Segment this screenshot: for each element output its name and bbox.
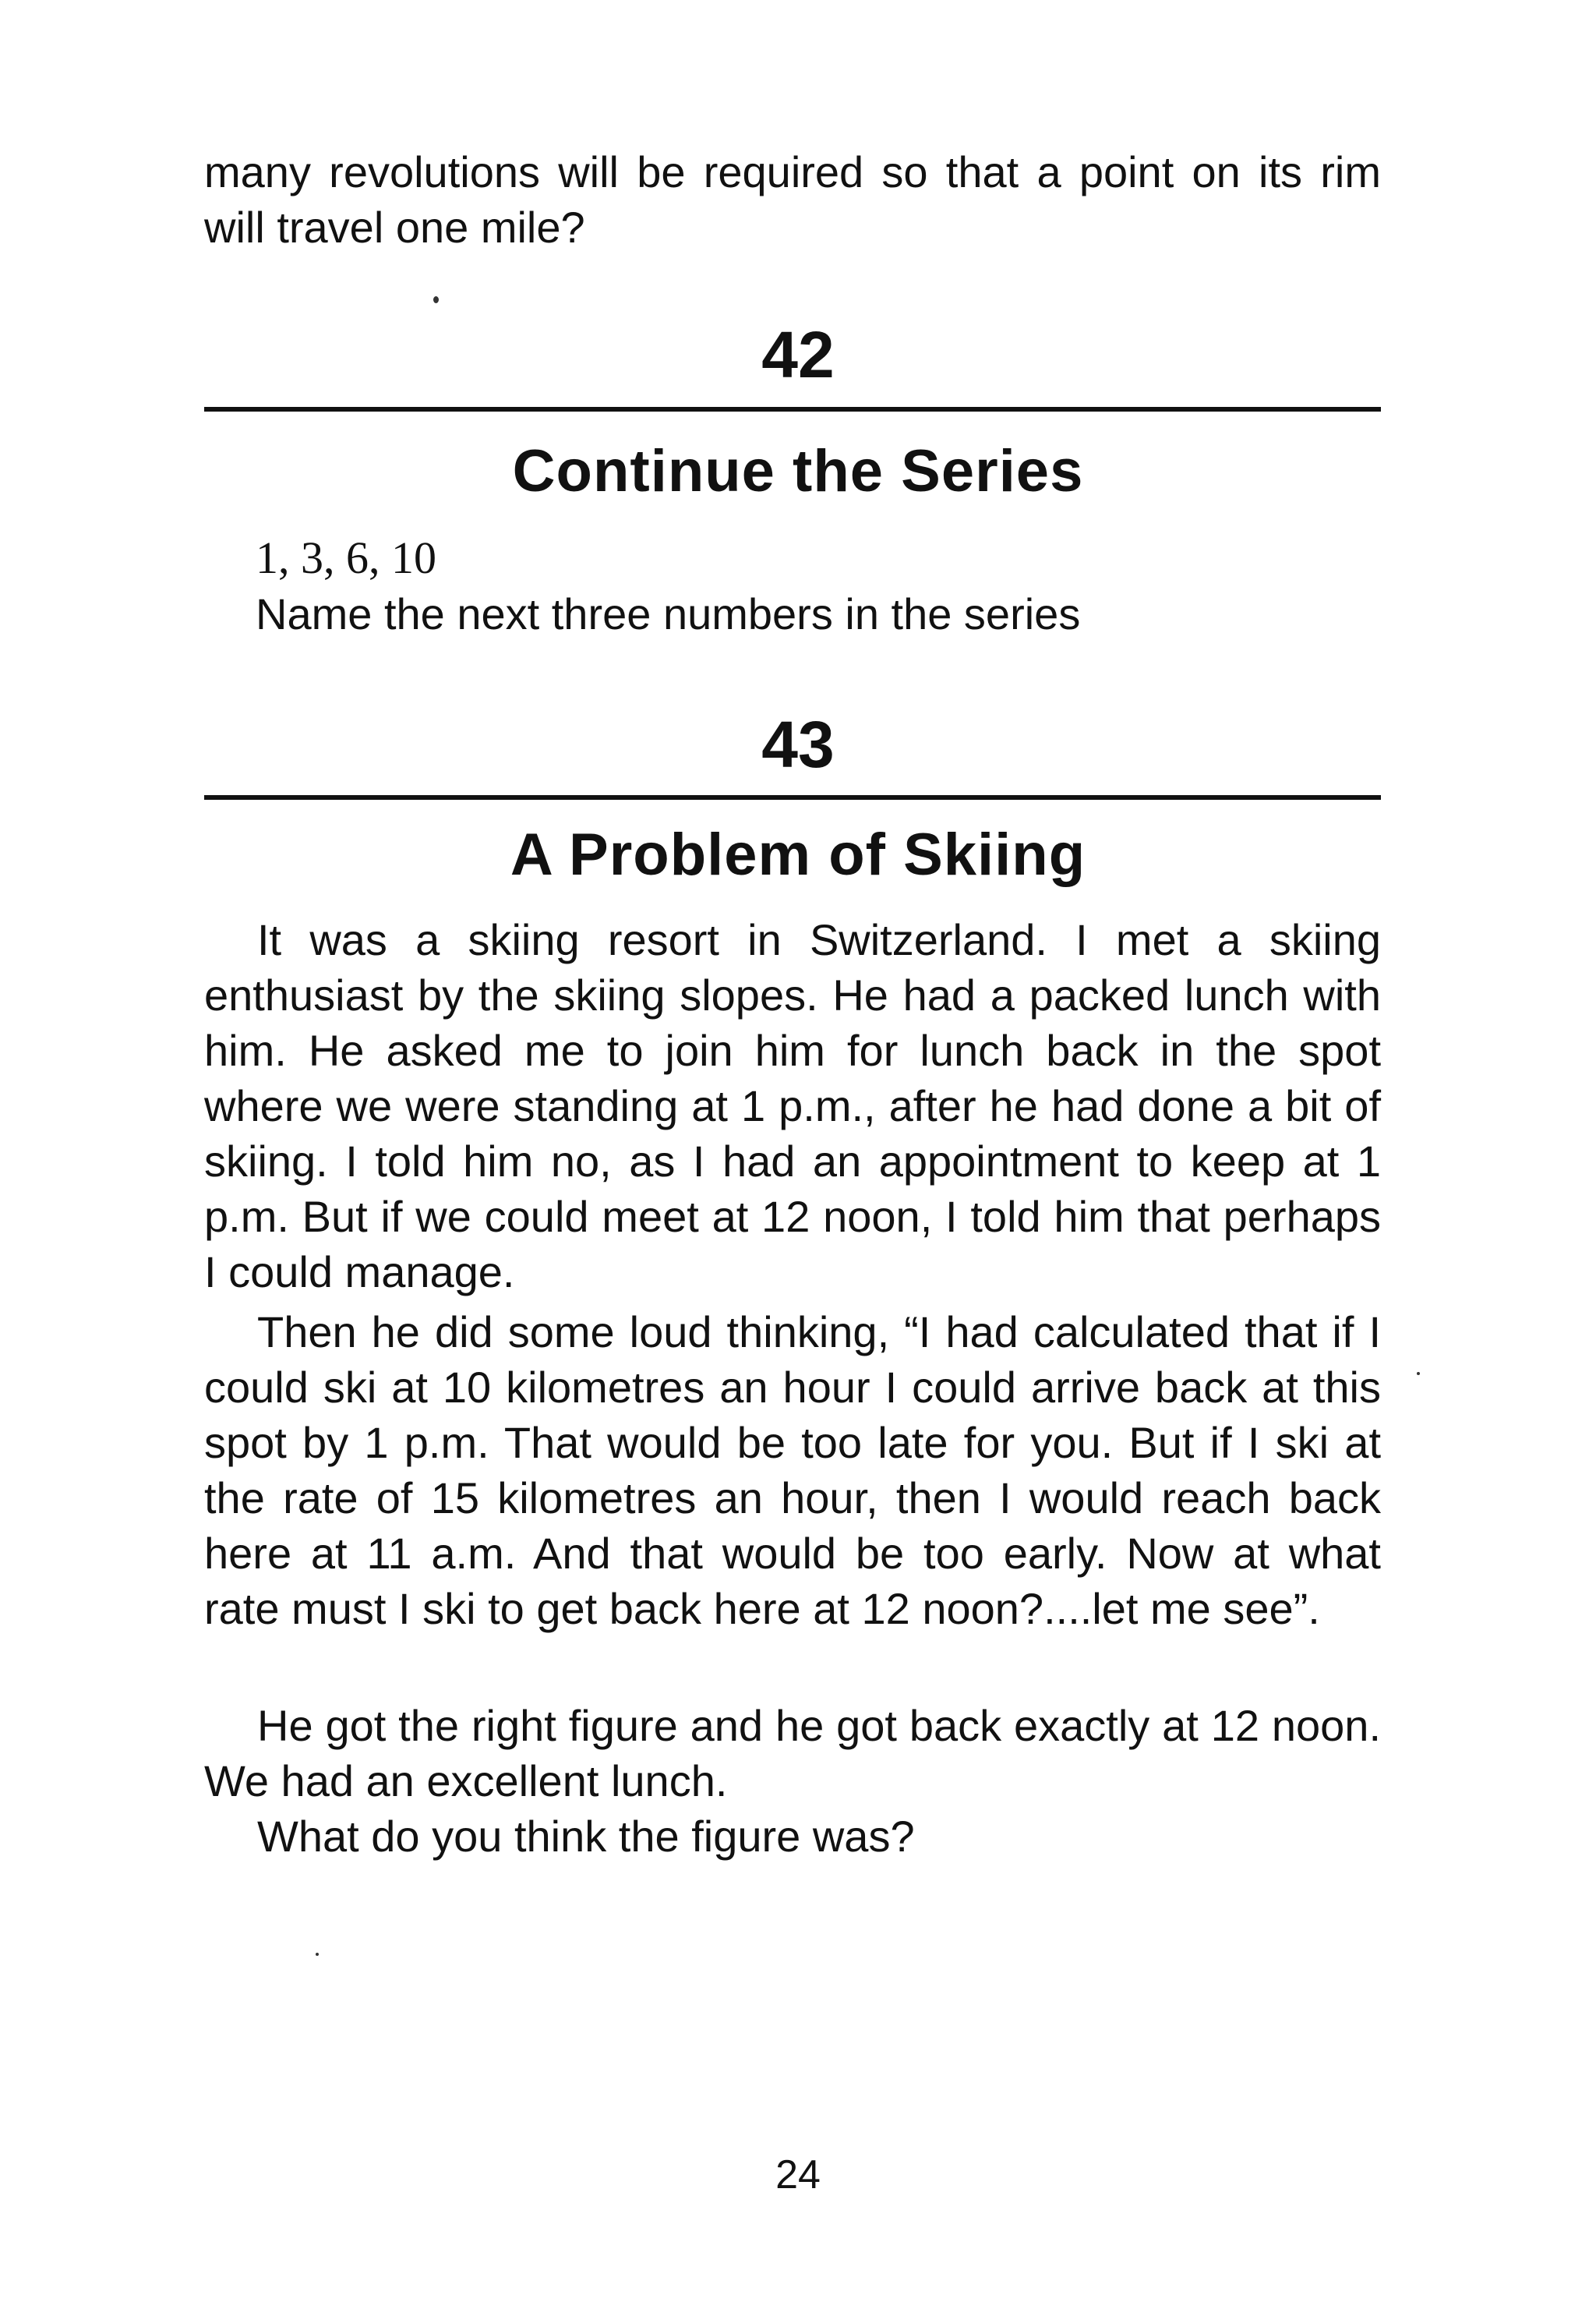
continued-paragraph: many revolutions will be required so that a point on its rim will travel one mile? [204, 147, 1381, 252]
puzzle-42-instruction: Name the next three numbers in the series [256, 589, 1081, 638]
puzzle-42-series: 1, 3, 6, 10 [256, 532, 436, 583]
puzzle-42-title: Continue the Series [512, 438, 1084, 504]
puzzle-43-title: A Problem of Skiing [510, 822, 1086, 888]
puzzle-43-paragraph-3: He got the right figure and he got back exactly at 12 noon. We had an excellent lunch. [204, 1701, 1381, 1805]
puzzle-42-rule [204, 407, 1381, 412]
puzzle-42-number: 42 [761, 318, 835, 391]
puzzle-43-rule [204, 795, 1381, 800]
print-speck [316, 1953, 319, 1956]
puzzle-43-number: 43 [761, 708, 835, 781]
print-speck [433, 296, 439, 303]
puzzle-43-paragraph-1: It was a skiing resort in Switzerland. I met a skiing enthusiast by the skiing slopes. He had a packed lunch with him. He asked me to join him for lunch back in the spot where we were standing at 1 p.m., after he had done a bit of skiing. I told him no, as I had an appointment to keep at 1 p.m. But if we could meet at 12 noon, I told him that perhaps I could manage. [204, 915, 1381, 1296]
page-number: 24 [775, 2152, 821, 2197]
puzzle-43-question: What do you think the figure was? [257, 1812, 915, 1861]
print-speck [1417, 1372, 1420, 1375]
puzzle-43-paragraph-2: Then he did some loud thinking, “I had calculated that if I could ski at 10 kilometres an hour I could arrive back at this spot by 1 p.m. That would be too late for you. But if I ski at the rate of 15 kilometres an hour, then I would reach back here at 11 a.m. And that would be too early. Now at what rate must I ski to get back here at 12 noon?....let me see”. [204, 1307, 1381, 1633]
